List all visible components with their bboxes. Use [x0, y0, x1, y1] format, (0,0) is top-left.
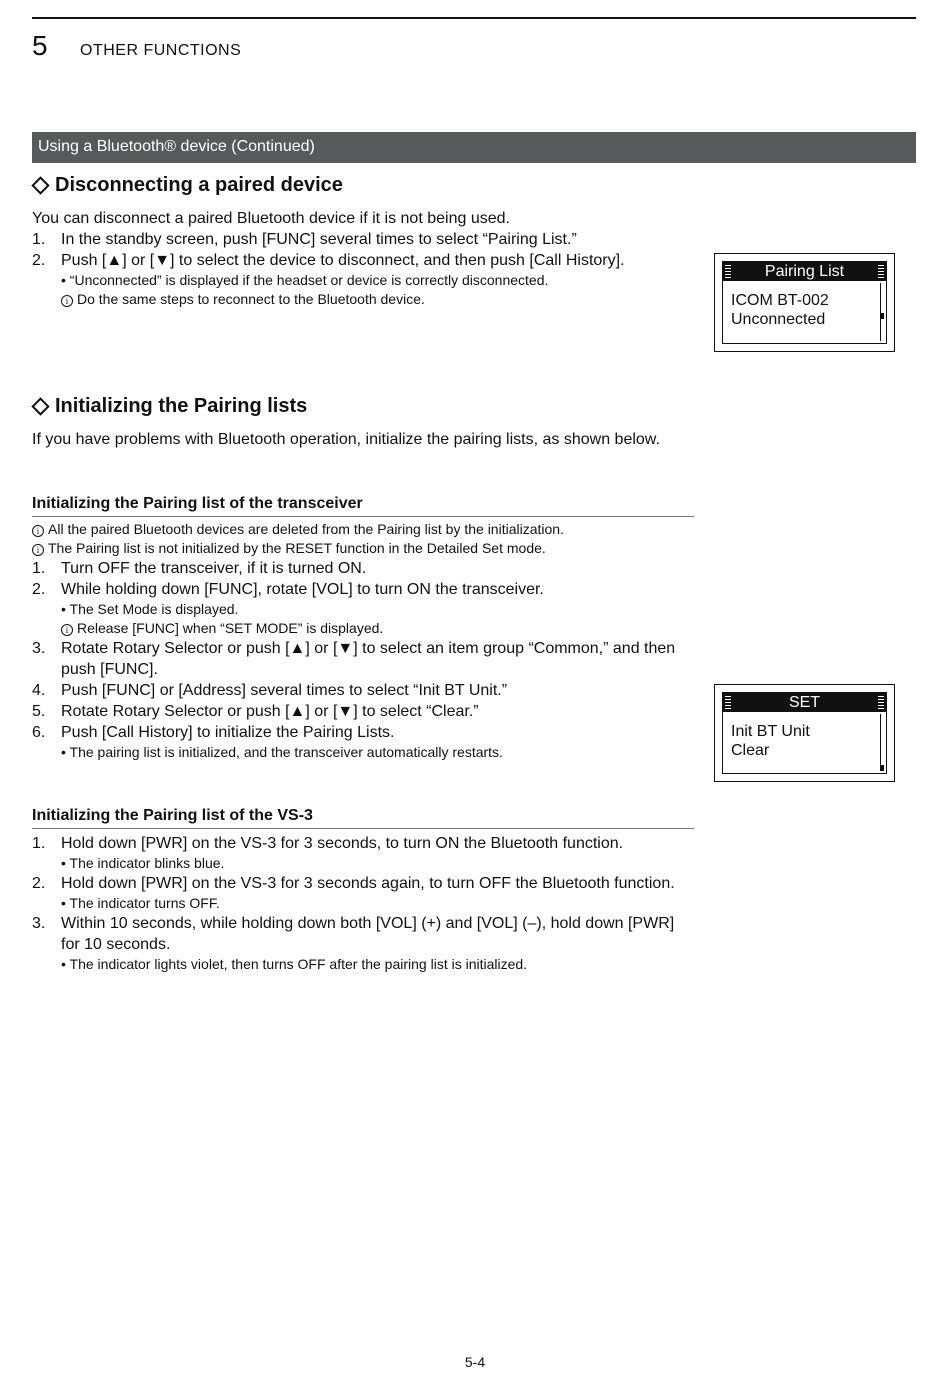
initializing-heading	[30, 395, 307, 418]
initializing-heading-text: Initializing the Pairing lists	[55, 395, 308, 417]
lcd-line-1: Init BT Unit	[731, 723, 810, 740]
lcd-scroll-thumb	[881, 765, 884, 771]
step-bullet: • The indicator turns OFF.	[61, 895, 220, 911]
transceiver-note	[32, 539, 702, 558]
step-text: Hold down [PWR] on the VS-3 for 3 seconds, to turn ON the Bluetooth function.	[61, 835, 624, 852]
step-number: 2.	[32, 252, 46, 269]
transceiver-rule	[32, 516, 694, 517]
transceiver-content	[32, 520, 702, 762]
info-icon: i	[32, 525, 44, 537]
list-item	[32, 833, 702, 854]
lcd-screen	[722, 692, 887, 774]
lcd-screen	[722, 261, 887, 344]
info-icon: i	[32, 544, 44, 556]
step-bullet: • The pairing list is initialized, and the transceiver automatically restarts.	[61, 744, 503, 760]
list-item	[32, 873, 702, 894]
lcd-set	[714, 684, 895, 782]
step-number: 2.	[32, 581, 46, 598]
info-icon: i	[61, 624, 73, 636]
step-number: 1.	[32, 231, 46, 248]
lcd-pairing-list	[714, 253, 895, 352]
diamond-icon	[31, 397, 49, 415]
step-text: Rotate Rotary Selector or push [▲] or [▼] to select “Clear.”	[61, 703, 479, 720]
list-item	[32, 579, 702, 600]
list-item	[32, 229, 702, 250]
step-number: 1.	[32, 560, 46, 577]
lcd-scrollbar	[880, 714, 884, 771]
grip-icon	[878, 265, 884, 278]
grip-icon	[878, 696, 884, 709]
step-text: Turn OFF the transceiver, if it is turned ON.	[61, 560, 367, 577]
step-number: 6.	[32, 724, 46, 741]
top-rule	[32, 17, 916, 19]
step-bullet: • The Set Mode is displayed.	[61, 601, 239, 617]
grip-icon	[725, 696, 731, 709]
step-text: Rotate Rotary Selector or push [▲] or [▼] to select an item group “Common,” and then push [FUNC].	[61, 640, 676, 678]
list-item	[32, 722, 702, 743]
step-text: Within 10 seconds, while holding down both [VOL] (+) and [VOL] (–), hold down [PWR] for 10 seconds.	[61, 915, 675, 953]
vs3-heading: Initializing the Pairing list of the VS-3	[32, 807, 313, 824]
note-text: All the paired Bluetooth devices are deleted from the Pairing list by the initialization.	[48, 521, 564, 537]
step-text: Push [FUNC] or [Address] several times to select “Init BT Unit.”	[61, 682, 508, 699]
step-text: In the standby screen, push [FUNC] several times to select “Pairing List.”	[61, 231, 577, 248]
step-note	[32, 619, 702, 638]
lcd-title: SET	[788, 694, 821, 711]
step-number: 3.	[32, 915, 46, 932]
note-text: Do the same steps to reconnect to the Bluetooth device.	[77, 291, 425, 307]
initializing-intro: If you have problems with Bluetooth operation, initialize the pairing lists, as shown below.	[32, 431, 660, 448]
page-number: 5-4	[464, 1354, 486, 1370]
list-item	[32, 701, 702, 722]
lcd-line-1: ICOM BT-002	[731, 292, 829, 309]
lcd-title: Pairing List	[764, 263, 845, 280]
chapter-title: OTHER FUNCTIONS	[80, 42, 242, 59]
lcd-scroll-thumb	[881, 313, 884, 319]
lcd-scrollbar	[880, 283, 884, 341]
lcd-title-bar	[723, 693, 886, 712]
note-text: Release [FUNC] when “SET MODE” is displayed.	[77, 620, 384, 636]
diamond-icon	[31, 176, 49, 194]
disconnect-heading-text: Disconnecting a paired device	[55, 174, 343, 196]
transceiver-note	[32, 520, 702, 539]
vs3-content	[32, 833, 702, 974]
section-bar-title: Using a Bluetooth® device (Continued)	[38, 138, 315, 155]
disconnect-bullet: • “Unconnected” is displayed if the headset or device is correctly disconnected.	[61, 272, 549, 288]
step-number: 4.	[32, 682, 46, 699]
disconnect-intro: You can disconnect a paired Bluetooth device if it is not being used.	[32, 210, 510, 227]
list-item	[32, 913, 702, 955]
disconnect-note	[32, 290, 702, 309]
lcd-line-2: Unconnected	[731, 311, 826, 328]
list-item	[32, 680, 702, 701]
chapter-number: 5	[32, 30, 48, 61]
info-icon: i	[61, 295, 73, 307]
step-text: While holding down [FUNC], rotate [VOL] to turn ON the transceiver.	[61, 581, 544, 598]
grip-icon	[725, 265, 731, 278]
step-number: 1.	[32, 835, 46, 852]
note-text: The Pairing list is not initialized by the RESET function in the Detailed Set mode.	[48, 540, 546, 556]
list-item	[32, 638, 702, 680]
disconnect-heading	[30, 174, 343, 197]
list-item	[32, 250, 702, 271]
step-number: 2.	[32, 875, 46, 892]
step-text: Push [Call History] to initialize the Pairing Lists.	[61, 724, 395, 741]
section-bar	[32, 132, 916, 163]
vs3-rule	[32, 828, 694, 829]
step-number: 3.	[32, 640, 46, 657]
step-text: Push [▲] or [▼] to select the device to disconnect, and then push [Call History].	[61, 252, 625, 269]
disconnect-content	[32, 208, 702, 309]
step-number: 5.	[32, 703, 46, 720]
lcd-title-bar	[723, 262, 886, 281]
step-bullet: • The indicator blinks blue.	[61, 855, 225, 871]
list-item	[32, 558, 702, 579]
step-bullet: • The indicator lights violet, then turns OFF after the pairing list is initialized.	[61, 956, 528, 972]
transceiver-heading: Initializing the Pairing list of the transceiver	[32, 495, 363, 512]
lcd-line-2: Clear	[731, 742, 770, 759]
step-text: Hold down [PWR] on the VS-3 for 3 seconds again, to turn OFF the Bluetooth function.	[61, 875, 675, 892]
